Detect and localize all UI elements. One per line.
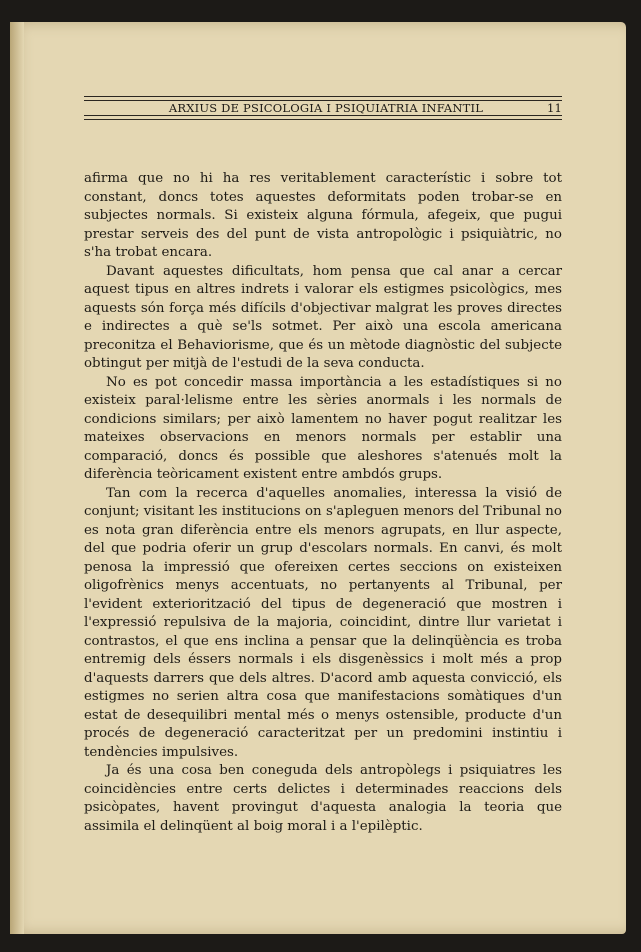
header-rule-bottom: [84, 119, 562, 120]
header-rule-top: [84, 96, 562, 97]
page-number: 11: [546, 101, 562, 115]
paragraph-4: Tan com la recerca d'aquelles anomalies, interessa la visió de conjunt; visitant les institucions on s'apleguen menors del Tribunal no es nota gran diferència entre els menors agrupats, en llur aspecte, del que podria oferir un grup d'escolars normals. En canvi, és molt penosa la impressió que ofereixen certes seccions on existeixen oligofrènics menys accentuats, no pertanyents al Tribunal, per l'evident exteriorització del tipus de degeneració que mostren i l'expressió repulsiva de la majoria, coincidint, dintre llur varietat i contrastos, el que ens inclina a pensar que la delinqüència es troba entremig dels éssers normals i els disgenèssics i molt més a prop d'aquests darrers que dels altres. D'acord amb aquesta convicció, els estigmes no serien altra cosa que manifestacions somàtiques d'un estat de desequilibri mental més o menys ostensible, producte d'un procés de degeneració caracteritzat per un predomini instintiu i tendències impulsives.: [84, 485, 562, 760]
running-header: [84, 96, 562, 120]
header-row: [84, 101, 562, 115]
paragraph-2: Davant aquestes dificultats, hom pensa que cal anar a cercar aquest tipus en altres indrets i valorar els estigmes psicològics, mes aquests són força més difícils d'objectivar malgrat les proves directes e indirectes a què se'ls sotmet. Per això una escola americana preconitza el Behaviorisme, que és un mètode diagnòstic del subjecte obtingut per mitjà de l'estudi de la seva conducta.: [84, 263, 562, 371]
body-text: [84, 170, 562, 836]
paragraph-1: afirma que no hi ha res veritablement característic i sobre tot constant, doncs totes aquestes deformitats poden trobar-se en subjectes normals. Si existeix alguna fórmula, afegeix, que pugui prestar serveis des del punt de vista antropològic i psiquiàtric, no s'ha trobat encara.: [84, 171, 562, 260]
header-rule-lower: [84, 115, 562, 116]
journal-title: ARXIUS DE PSICOLOGIA I PSIQUIATRIA INFANTIL: [168, 101, 484, 115]
paragraph-5: Ja és una cosa ben coneguda dels antropòlegs i psiquiatres les coincidències entre certs delictes i determinades reaccions dels psicòpates, havent provingut d'aquesta analogia la teoria que assimila el delinqüent al boig moral i a l'epilèptic.: [84, 763, 562, 834]
page-gutter-shadow: [10, 22, 24, 934]
paragraph-3: No es pot concedir massa importància a les estadístiques si no existeix paral·lelisme entre les sèries anormals i les normals de condicions similars; per això lamentem no haver pogut realitzar les mateixes observacions en menors normals per establir una comparació, doncs és possible que aleshores s'atenués molt la diferència teòricament existent entre ambdós grups.: [84, 374, 562, 482]
